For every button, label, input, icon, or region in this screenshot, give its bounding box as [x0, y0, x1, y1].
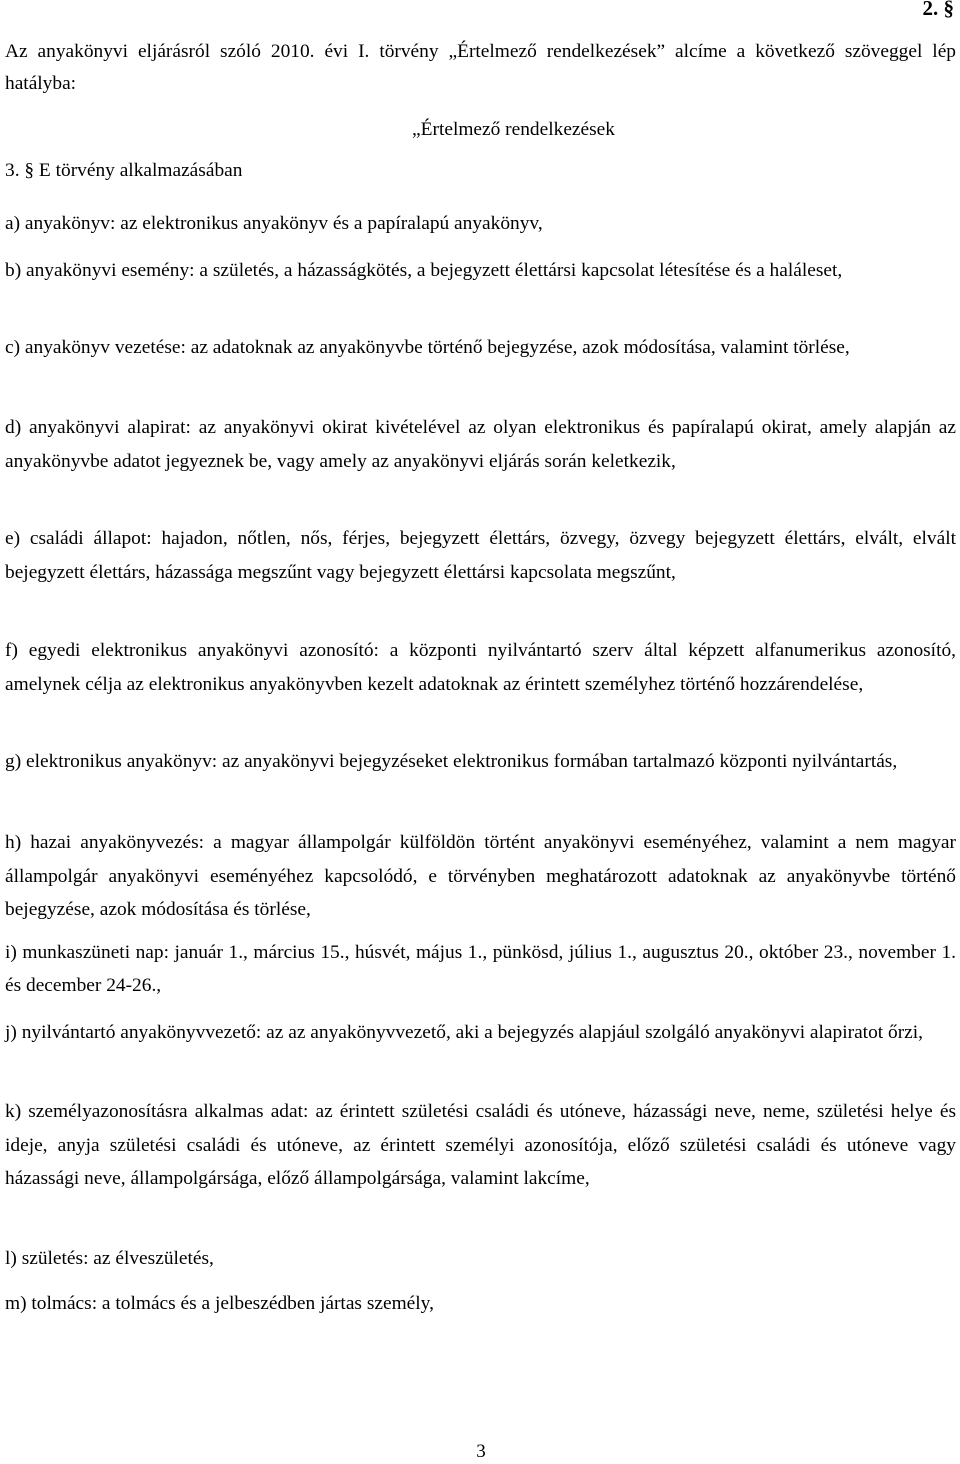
definition-item-f: f) egyedi elektronikus anyakönyvi azonosító: a központi nyilvántartó szerv által képzett alfanumerikus azonosító, amelynek célja az elektronikus anyakönyvben kezelt adatoknak az érintett személyhez történő hozzárendelése, — [5, 640, 956, 695]
definition-item-i: i) munkaszüneti nap: január 1., március 15., húsvét, május 1., pünkösd, július 1., augusztus 20., október 23., november 1. és december 24-26., — [5, 942, 956, 996]
definition-item-a: a) anyakönyv: az elektronikus anyakönyv és a papíralapú anyakönyv, — [5, 213, 543, 234]
definition-item-k: k) személyazonosításra alkalmas adat: az érintett születési családi és utóneve, házassági neve, neme, születési helye és ideje, anyja születési családi és utóneve, az érintett személyi azonosítója, előző születési családi és utóneve vagy házassági neve, állampolgársága, előző állampolgársága, valamint lakcíme, — [5, 1101, 956, 1189]
definition-item-m: m) tolmács: a tolmács és a jelbeszédben jártas személy, — [5, 1293, 434, 1314]
intro-paragraph: Az anyakönyvi eljárásról szóló 2010. évi I. törvény „Értelmező rendelkezések” alcíme a következő szöveggel lép hatályba: — [5, 41, 956, 94]
definition-item-l: l) születés: az élveszületés, — [5, 1248, 214, 1269]
definition-item-g: g) elektronikus anyakönyv: az anyakönyvi bejegyzéseket elektronikus formában tartalmazó központi nyilvántartás, — [5, 751, 898, 772]
definition-item-j: j) nyilvántartó anyakönyvvezető: az az anyakönyvvezető, aki a bejegyzés alapjául szolgáló anyakönyvi alapiratot őrzi, — [5, 1022, 923, 1043]
paragraph-heading: 3. § E törvény alkalmazásában — [5, 160, 243, 181]
page-number: 3 — [476, 1441, 486, 1462]
definition-item-d: d) anyakönyvi alapirat: az anyakönyvi okirat kivételével az olyan elektronikus és papíralapú okirat, amely alapján az anyakönyvbe adatot jegyeznek be, vagy amely az anyakönyvi eljárás során keletkezik, — [5, 417, 956, 472]
definition-item-c: c) anyakönyv vezetése: az adatoknak az anyakönyvbe történő bejegyzése, azok módosítása, valamint törlése, — [5, 337, 850, 358]
definition-item-h: h) hazai anyakönyvezés: a magyar állampolgár külföldön történt anyakönyvi eseményéhez, valamint a nem magyar állampolgár anyakönyvi eseményéhez kapcsolódó, e törvényben meghatározott adatoknak az anyakönyvbe történő bejegyzése, azok módosítása és törlése, — [5, 832, 956, 920]
definition-item-b: b) anyakönyvi esemény: a születés, a házasságkötés, a bejegyzett élettársi kapcsolat létesítése és a haláleset, — [5, 260, 843, 281]
document-page — [5, 0, 956, 1464]
subtitle-heading: „Értelmező rendelkezések — [412, 119, 615, 140]
section-number: 2. § — [922, 0, 954, 20]
definition-item-e: e) családi állapot: hajadon, nőtlen, nős, férjes, bejegyzett élettárs, özvegy, özvegy bejegyzett élettárs, elvált, elvált bejegyzett élettárs, házassága megszűnt vagy bejegyzett élettársi kapcsolata megszűnt, — [5, 528, 956, 583]
